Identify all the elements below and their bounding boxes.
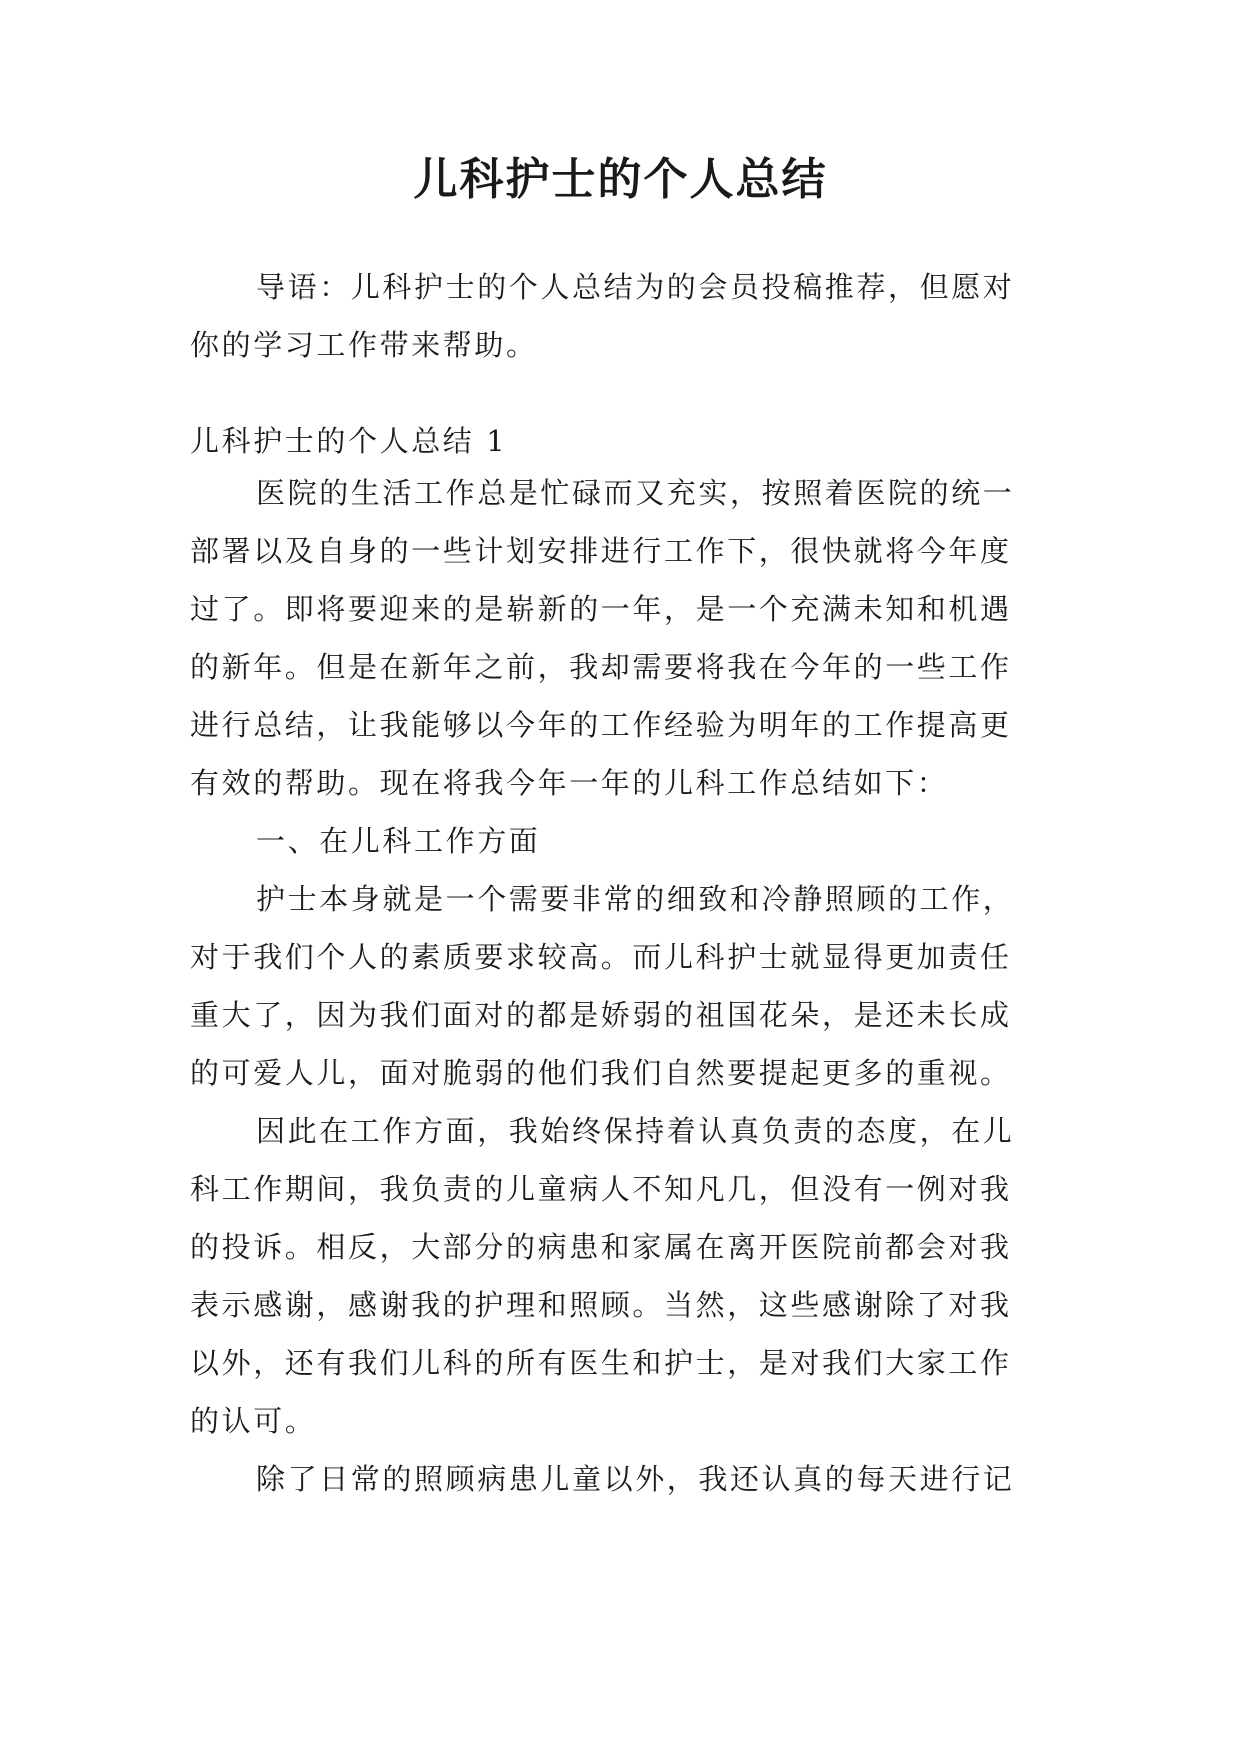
intro-line: 你的学习工作带来帮助。 — [190, 328, 538, 362]
body-line: 以外，还有我们儿科的所有医生和护士，是对我们大家工作 — [190, 1346, 1012, 1380]
body-paragraphs — [190, 464, 1060, 1508]
body-line: 表示感谢，感谢我的护理和照顾。当然，这些感谢除了对我 — [190, 1288, 1012, 1322]
body-line: 一、在儿科工作方面 — [256, 824, 541, 858]
document-title: 儿科护士的个人总结 — [413, 154, 828, 205]
body-line: 科工作期间，我负责的儿童病人不知凡几，但没有一例对我 — [190, 1172, 1012, 1206]
intro-paragraph — [190, 258, 1060, 374]
body-line: 的投诉。相反，大部分的病患和家属在离开医院前都会对我 — [190, 1230, 1012, 1264]
body-line: 的认可。 — [190, 1404, 317, 1438]
body-line: 的新年。但是在新年之前，我却需要将我在今年的一些工作 — [190, 650, 1012, 684]
body-line: 护士本身就是一个需要非常的细致和冷静照顾的工作， — [256, 882, 1015, 916]
body-line: 进行总结，让我能够以今年的工作经验为明年的工作提高更 — [190, 708, 1012, 742]
body-line: 医院的生活工作总是忙碌而又充实，按照着医院的统一 — [256, 476, 1015, 510]
body-line: 对于我们个人的素质要求较高。而儿科护士就显得更加责任 — [190, 940, 1012, 974]
intro-line: 导语：儿科护士的个人总结为的会员投稿推荐，但愿对 — [256, 270, 1015, 304]
body-line: 过了。即将要迎来的是崭新的一年，是一个充满未知和机遇 — [190, 592, 1012, 626]
section-heading: 儿科护士的个人总结 1 — [190, 424, 508, 458]
body-line: 重大了，因为我们面对的都是娇弱的祖国花朵，是还未长成 — [190, 998, 1012, 1032]
body-line: 除了日常的照顾病患儿童以外，我还认真的每天进行记 — [256, 1462, 1015, 1496]
body-line: 因此在工作方面，我始终保持着认真负责的态度，在儿 — [256, 1114, 1015, 1148]
body-line: 部署以及自身的一些计划安排进行工作下，很快就将今年度 — [190, 534, 1012, 568]
body-line: 有效的帮助。现在将我今年一年的儿科工作总结如下： — [190, 766, 949, 800]
body-line: 的可爱人儿，面对脆弱的他们我们自然要提起更多的重视。 — [190, 1056, 1012, 1090]
